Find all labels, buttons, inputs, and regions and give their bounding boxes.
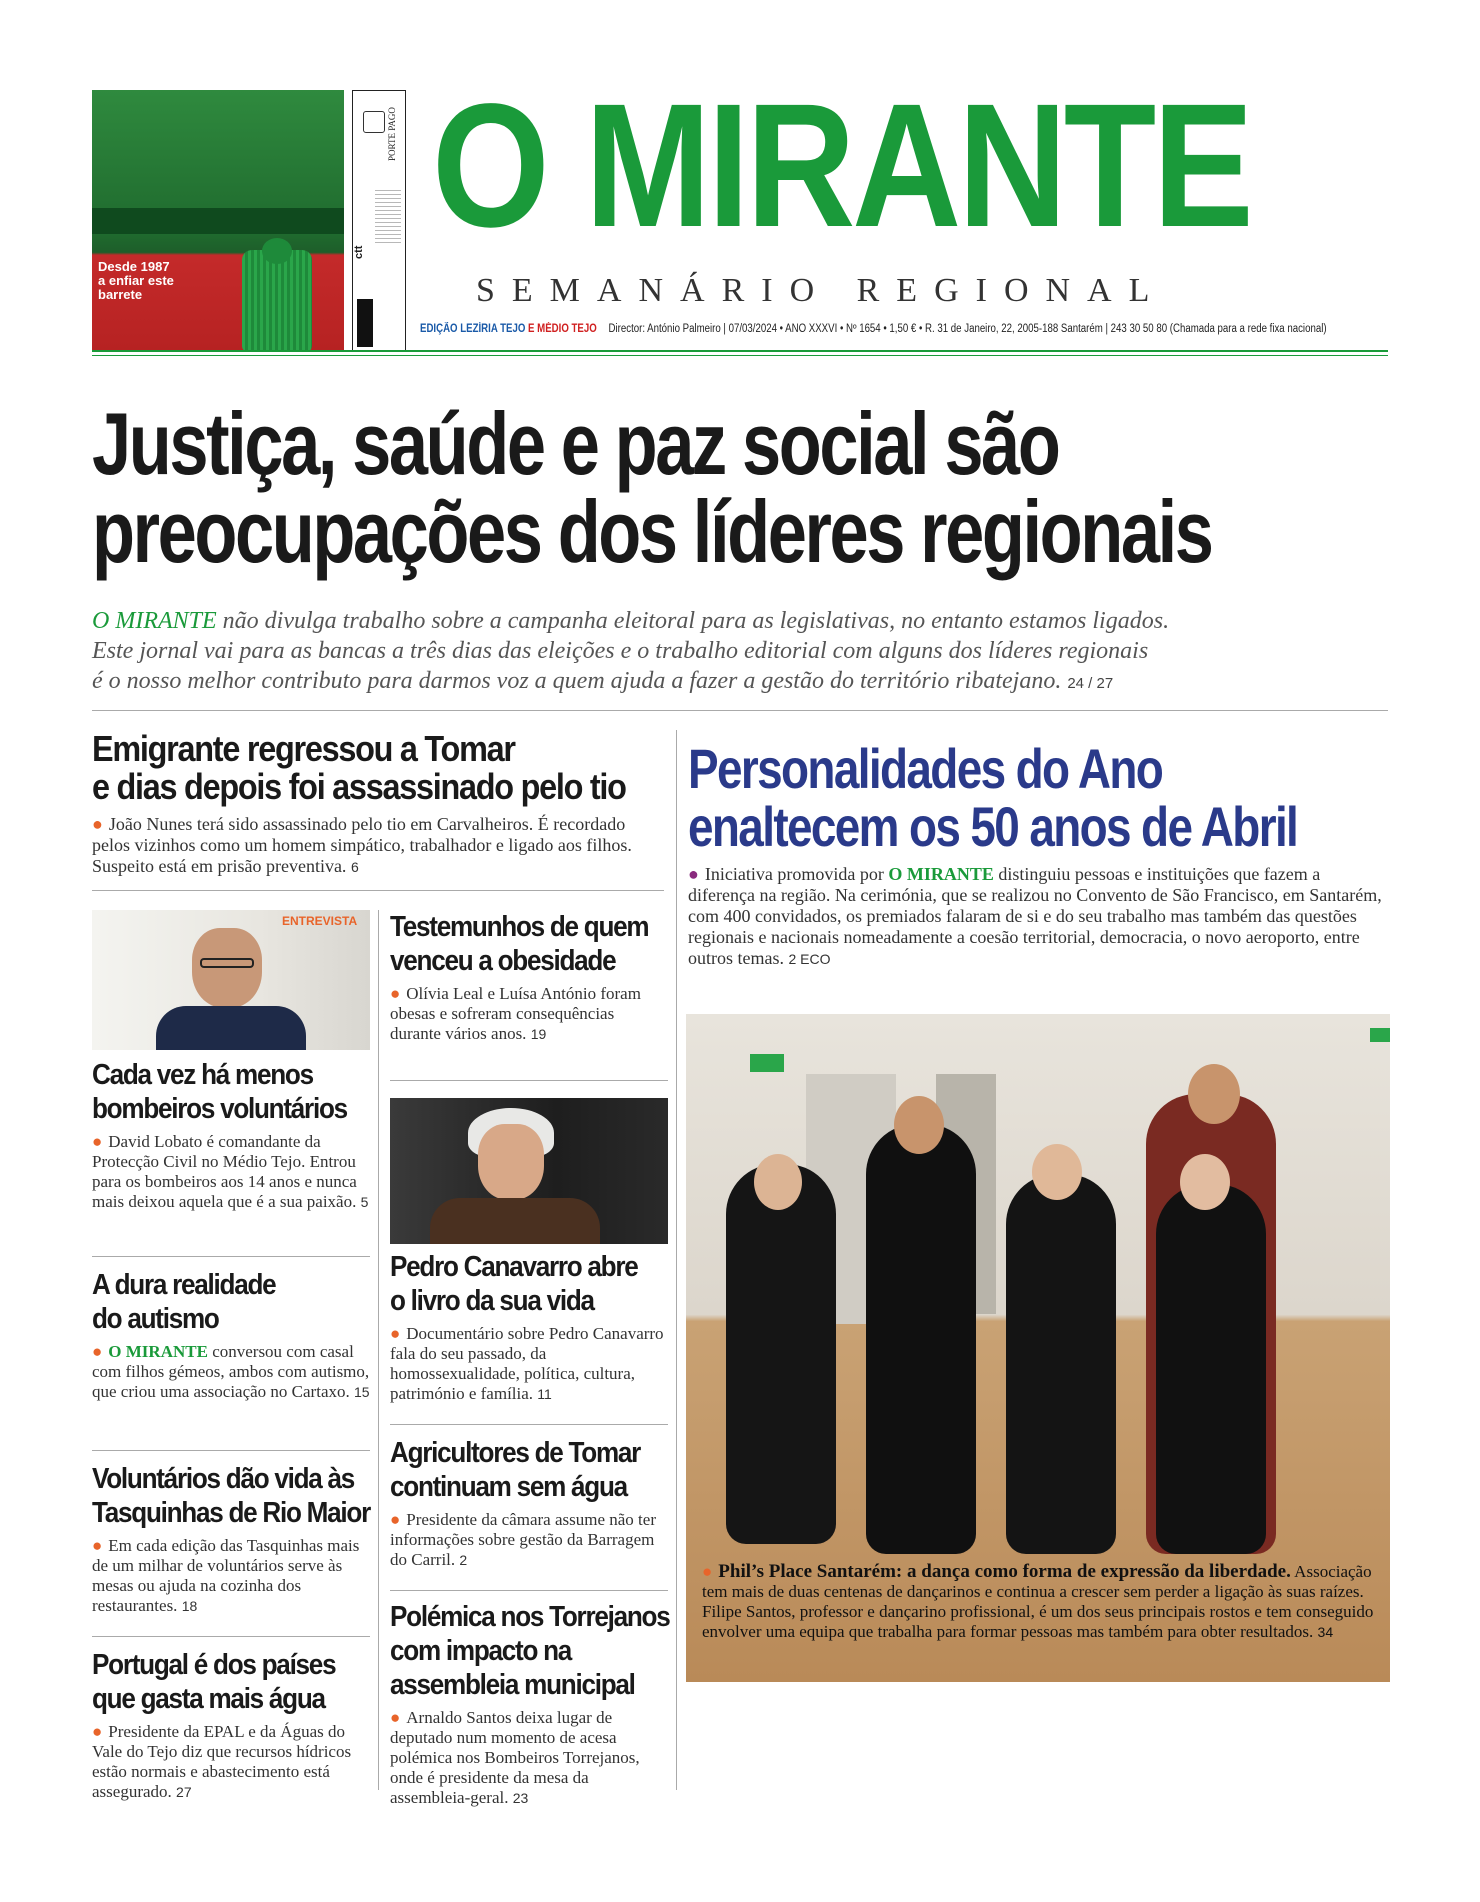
personalidades-brand: O MIRANTE (888, 864, 994, 884)
lead-brand: O MIRANTE (92, 608, 217, 634)
rule (390, 1080, 668, 1081)
story-personalidades[interactable] (688, 737, 1388, 970)
dancer-1 (726, 1164, 836, 1544)
torrejanos-title: Polémica nos Torrejanos com impacto na assembleia municipal (390, 1601, 670, 1701)
uniform (156, 1006, 306, 1050)
person-silhouette (192, 928, 262, 1008)
edition-label: EDIÇÃO LEZÍRIA TEJO (420, 323, 529, 335)
promo-image (92, 90, 344, 352)
glasses-icon (200, 958, 254, 968)
emigrante-title: Emigrante regressou a Tomar e dias depois foi assassinado pelo tio (92, 728, 626, 807)
caption-lead: Phil’s Place Santarém: a dança como forma de expressão da liberdade. (718, 1561, 1291, 1582)
bullet-icon: ● (92, 1536, 103, 1555)
postal-crest-icon (363, 111, 385, 133)
exit-sign-icon (1370, 1028, 1390, 1042)
postal-fineprint (375, 187, 401, 243)
rule (92, 890, 664, 891)
story-canavarro[interactable] (390, 1250, 668, 1404)
autismo-text: ● O MIRANTE conversou com casal com filhos gémeos, ambos com autismo, que criou uma associação no Cartaxo. 15 (92, 1342, 370, 1401)
autismo-brand: O MIRANTE (108, 1342, 208, 1361)
story-emigrante[interactable] (92, 730, 664, 878)
face (478, 1124, 544, 1200)
page-ref: 11 (537, 1386, 552, 1402)
lead-deck (92, 606, 1169, 699)
dance-caption: ● Phil’s Place Santarém: a dança como forma de expressão da liberdade. Associação tem mais de duas centenas de dançarinos e continua a crescer sem perder a ligação às suas raízes. Filipe Santos, professor e dançarino profissional, é um dos seus principais rostos e tem conseguido envolver uma equipa que trabalha para formar pessoas mas também para obter resultados. 34 (702, 1561, 1374, 1641)
story-bombeiros[interactable] (92, 1058, 370, 1212)
bullet-icon: ● (92, 1342, 103, 1361)
masthead-rule-thin (92, 355, 1388, 356)
story-tasquinhas[interactable] (92, 1462, 370, 1616)
torrejanos-text: ● Arnaldo Santos deixa lugar de deputado num momento de acesa polémica nos Bombeiros Torrejanos, onde é presidente da mesa da assembleia-geral. 23 (390, 1708, 640, 1807)
jacket (430, 1198, 600, 1244)
dancer-3-head (1032, 1144, 1082, 1200)
dancer-5 (1156, 1184, 1266, 1554)
page-ref: 2 (459, 1552, 468, 1568)
dancer-5-head (1180, 1154, 1230, 1210)
promo-text: Desde 1987 a enfiar este barrete (98, 259, 174, 302)
lead-deck-line1: não divulga trabalho sobre a campanha eleitoral para as legislativas, no entanto estamos ligados. (216, 608, 1170, 634)
rule (390, 1590, 668, 1591)
bullet-icon: ● (390, 1708, 401, 1727)
page-ref: 19 (530, 1026, 547, 1042)
bullet-icon: ● (390, 1324, 401, 1343)
edition-line (420, 323, 1327, 335)
story-autismo[interactable] (92, 1268, 370, 1402)
personalidades-text: ● Iniciativa promovida por O MIRANTE distinguiu pessoas e instituições que fazem a diferença na região. Na cerimónia, que se realizou no Convento de São Francisco, em Santarém, com 400 convidados, os premiados falaram de si e do seu trabalho mas também das questões regionais e nacionais nomeadamente a coesão territorial, democracia, o novo aeroporto, entre outros temas. 2 ECO (688, 864, 1382, 968)
tasquinhas-title: Voluntários dão vida às Tasquinhas de Rio Maior (92, 1463, 370, 1529)
bullet-icon: ● (390, 1510, 401, 1529)
canavarro-title: Pedro Canavarro abre o livro da sua vida (390, 1251, 638, 1317)
bullet-icon: ● (390, 984, 401, 1003)
lead-headline-line1: Justiça, saúde e paz social são (92, 394, 1059, 493)
dancer-2 (866, 1124, 976, 1554)
page-ref: 6 (350, 859, 359, 875)
exit-sign-icon (750, 1054, 784, 1072)
page-ref: 27 (176, 1784, 192, 1800)
publicacoes-badge (357, 299, 373, 347)
column-divider (676, 730, 677, 1790)
rule (92, 1636, 370, 1637)
dance-photo (686, 1014, 1390, 1682)
lead-headline (92, 394, 1212, 581)
tassel-icon (242, 250, 312, 352)
page-ref: 5 (360, 1194, 369, 1210)
canavarro-text: ● Documentário sobre Pedro Canavarro fala do seu passado, da homossexualidade, política, cultura, património e família. 11 (390, 1324, 664, 1403)
emigrante-text: ● João Nunes terá sido assassinado pelo tio em Carvalheiros. É recordado pelos vizinhos como um homem simpático, trabalhador e ligado aos filhos. Suspeito está em prisão preventiva. 6 (92, 814, 632, 876)
page-ref: 18 (181, 1598, 198, 1614)
bombeiros-photo (92, 910, 370, 1050)
tassel-knot (262, 238, 292, 264)
obesidade-title: Testemunhos de quem venceu a obesidade (390, 911, 649, 977)
rule (92, 1256, 370, 1257)
autismo-title: A dura realidade do autismo (92, 1269, 276, 1335)
masthead-rule (92, 350, 1388, 352)
personalidades-title: Personalidades do Ano enaltecem os 50 anos de Abril (688, 737, 1298, 858)
bombeiros-title: Cada vez há menos bombeiros voluntários (92, 1059, 347, 1125)
page-ref: 23 (512, 1790, 529, 1806)
story-agricultores[interactable] (390, 1436, 668, 1570)
postal-box (352, 90, 406, 352)
bombeiros-text: ● David Lobato é comandante da Protecção Civil no Médio Tejo. Entrou para os bombeiros aos 14 anos e nunca mais deixou aquela que é a sua paixão. 5 (92, 1132, 369, 1211)
masthead-subtitle: SEMANÁRIO REGIONAL (476, 272, 1167, 309)
rule (390, 1424, 668, 1425)
column-divider (378, 910, 379, 1790)
story-agua[interactable] (92, 1648, 370, 1802)
canavarro-photo (390, 1098, 668, 1244)
lead-rule (92, 710, 1388, 711)
bullet-icon: ● (92, 1132, 103, 1151)
tasquinhas-text: ● Em cada edição das Tasquinhas mais de um milhar de voluntários serve às mesas ou ajuda na cozinha dos restaurantes. 18 (92, 1536, 360, 1615)
lead-headline-line2: preocupações dos líderes regionais (92, 482, 1212, 581)
lead-page-ref: 24 / 27 (1067, 675, 1114, 692)
lead-deck-line2: Este jornal vai para as bancas a três dias das eleições e o trabalho editorial com alguns dos líderes regionais (92, 638, 1149, 664)
tag-entrevista: ENTREVISTA (282, 914, 358, 928)
masthead-title: O MIRANTE (432, 68, 1251, 264)
dancer-4-head (1188, 1064, 1240, 1124)
porte-pago: PORTE PAGO (387, 107, 397, 161)
agua-title: Portugal é dos países que gasta mais água (92, 1649, 336, 1715)
dancer-2-head (894, 1096, 944, 1154)
bullet-icon: ● (92, 1722, 103, 1741)
dancer-1-head (754, 1154, 802, 1210)
ctt-logo: ctt (353, 245, 365, 259)
page-ref: 15 (354, 1384, 370, 1400)
beret-band (92, 208, 344, 234)
lead-deck-line3: é o nosso melhor contributo para darmos voz a quem ajuda a fazer a gestão do território ribatejano. (92, 668, 1062, 694)
agua-text: ● Presidente da EPAL e da Águas do Vale do Tejo diz que recursos hídricos estão normais e abastecimento está assegurado. 27 (92, 1722, 352, 1801)
edition-label-red: E MÉDIO TEJO (528, 323, 597, 335)
bullet-icon: ● (702, 1562, 713, 1581)
dancer-3 (1006, 1174, 1116, 1554)
agricultores-title: Agricultores de Tomar continuam sem água (390, 1437, 641, 1503)
rule (92, 1450, 370, 1451)
story-obesidade[interactable] (390, 910, 668, 1044)
page-ref: 2 ECO (788, 951, 831, 967)
issue-info: Director: António Palmeiro | 07/03/2024 • ANO XXXVI • Nº 1654 • 1,50 € • R. 31 de Janeiro, 22, 2005-188 Santarém | 243 30 50 80 (Chamada para a rede fixa nacional) (608, 323, 1327, 335)
story-torrejanos[interactable] (390, 1600, 668, 1808)
agricultores-text: ● Presidente da câmara assume não ter informações sobre gestão da Barragem do Carril. 2 (390, 1510, 656, 1569)
page-ref: 34 (1317, 1624, 1334, 1640)
bullet-icon: ● (92, 814, 103, 834)
obesidade-text: ● Olívia Leal e Luísa António foram obesas e sofreram consequências durante vários anos. 19 (390, 984, 641, 1043)
bullet-icon: ● (688, 864, 699, 884)
